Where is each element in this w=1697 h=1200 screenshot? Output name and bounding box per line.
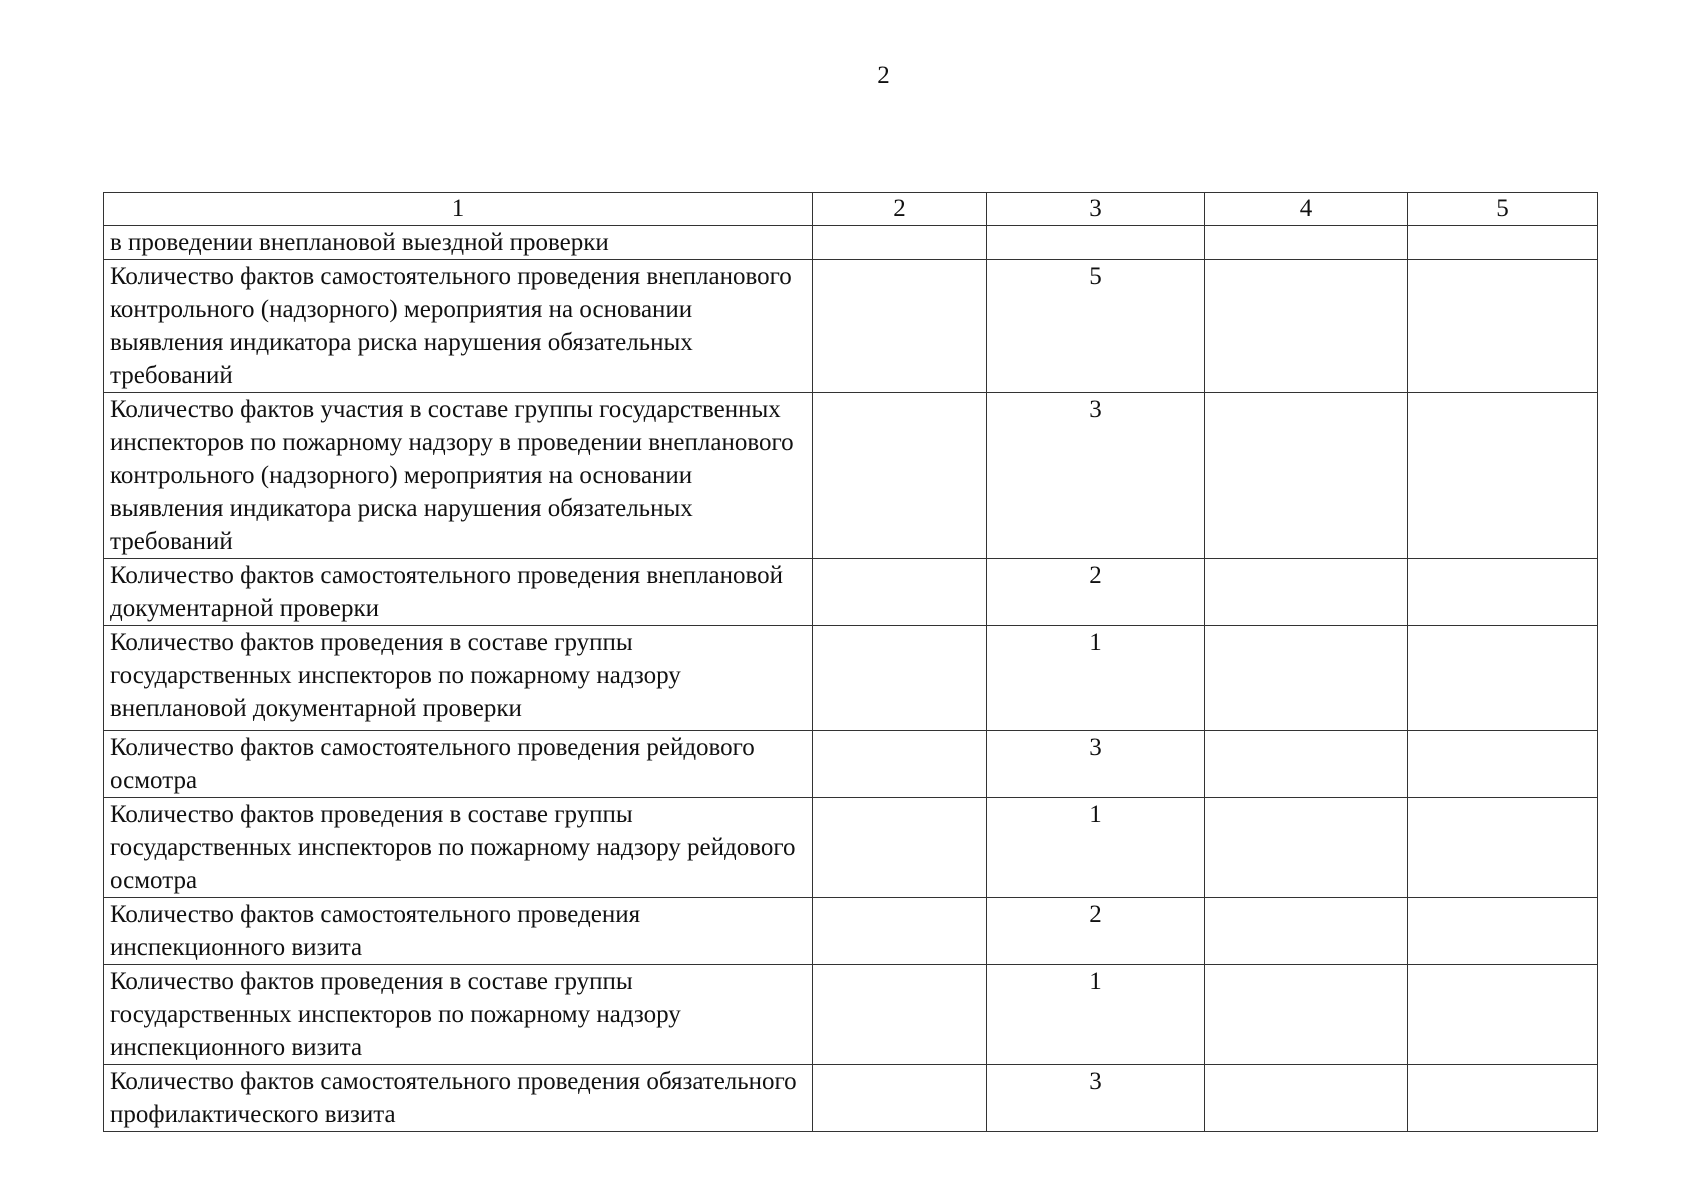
table-row <box>104 798 1598 898</box>
col5-cell <box>1408 798 1598 898</box>
indicator-cell: Количество фактов участия в составе группы государственных инспекторов по пожарному надзору в проведении внепланового контрольного (надзорного) мероприятия на основании выявления индикатора риска нарушения обязательных требований <box>104 393 813 559</box>
table-row <box>104 731 1598 798</box>
indicator-cell: Количество фактов проведения в составе группы государственных инспекторов по пожарному надзору рейдового осмотра <box>104 798 813 898</box>
col2-cell <box>813 393 987 559</box>
value-cell: 1 <box>987 965 1205 1065</box>
value-cell: 2 <box>987 559 1205 626</box>
table-row <box>104 898 1598 965</box>
col2-cell <box>813 731 987 798</box>
col4-cell <box>1205 898 1408 965</box>
col5-cell <box>1408 559 1598 626</box>
col4-cell <box>1205 226 1408 260</box>
indicator-cell: Количество фактов проведения в составе группы государственных инспекторов по пожарному надзору инспекционного визита <box>104 965 813 1065</box>
indicator-cell: Количество фактов самостоятельного проведения внеплановой документарной проверки <box>104 559 813 626</box>
value-cell: 1 <box>987 798 1205 898</box>
col2-cell <box>813 626 987 731</box>
col4-cell <box>1205 626 1408 731</box>
table-row <box>104 559 1598 626</box>
col4-cell <box>1205 1065 1408 1132</box>
col4-cell <box>1205 559 1408 626</box>
table-header-row <box>104 193 1598 226</box>
value-cell: 3 <box>987 731 1205 798</box>
col5-cell <box>1408 393 1598 559</box>
col2-cell <box>813 965 987 1065</box>
table-row <box>104 226 1598 260</box>
col2-cell <box>813 226 987 260</box>
column-header-4: 4 <box>1205 193 1408 226</box>
col2-cell <box>813 898 987 965</box>
indicator-cell: в проведении внеплановой выездной проверки <box>104 226 813 260</box>
value-cell <box>987 226 1205 260</box>
value-cell: 5 <box>987 260 1205 393</box>
value-cell: 1 <box>987 626 1205 731</box>
page-number: 2 <box>877 62 890 89</box>
column-header-3: 3 <box>987 193 1205 226</box>
col5-cell <box>1408 626 1598 731</box>
indicator-cell: Количество фактов самостоятельного проведения инспекционного визита <box>104 898 813 965</box>
col5-cell <box>1408 898 1598 965</box>
col4-cell <box>1205 260 1408 393</box>
table-row <box>104 260 1598 393</box>
indicator-cell: Количество фактов самостоятельного проведения обязательного профилактического визита <box>104 1065 813 1132</box>
col2-cell <box>813 798 987 898</box>
col5-cell <box>1408 1065 1598 1132</box>
col2-cell <box>813 260 987 393</box>
col4-cell <box>1205 965 1408 1065</box>
col4-cell <box>1205 393 1408 559</box>
value-cell: 3 <box>987 1065 1205 1132</box>
col2-cell <box>813 559 987 626</box>
col2-cell <box>813 1065 987 1132</box>
value-cell: 2 <box>987 898 1205 965</box>
report-table <box>103 192 1598 1132</box>
column-header-5: 5 <box>1408 193 1598 226</box>
column-header-1: 1 <box>104 193 813 226</box>
col4-cell <box>1205 731 1408 798</box>
column-header-2: 2 <box>813 193 987 226</box>
table-row <box>104 393 1598 559</box>
value-cell: 3 <box>987 393 1205 559</box>
indicator-cell: Количество фактов самостоятельного проведения внепланового контрольного (надзорного) мероприятия на основании выявления индикатора риска нарушения обязательных требований <box>104 260 813 393</box>
indicator-cell: Количество фактов проведения в составе группы государственных инспекторов по пожарному надзору внеплановой документарной проверки <box>104 626 813 731</box>
table-row <box>104 1065 1598 1132</box>
col5-cell <box>1408 226 1598 260</box>
col4-cell <box>1205 798 1408 898</box>
table-row <box>104 626 1598 731</box>
col5-cell <box>1408 260 1598 393</box>
col5-cell <box>1408 965 1598 1065</box>
table-row <box>104 965 1598 1065</box>
col5-cell <box>1408 731 1598 798</box>
indicator-cell: Количество фактов самостоятельного проведения рейдового осмотра <box>104 731 813 798</box>
